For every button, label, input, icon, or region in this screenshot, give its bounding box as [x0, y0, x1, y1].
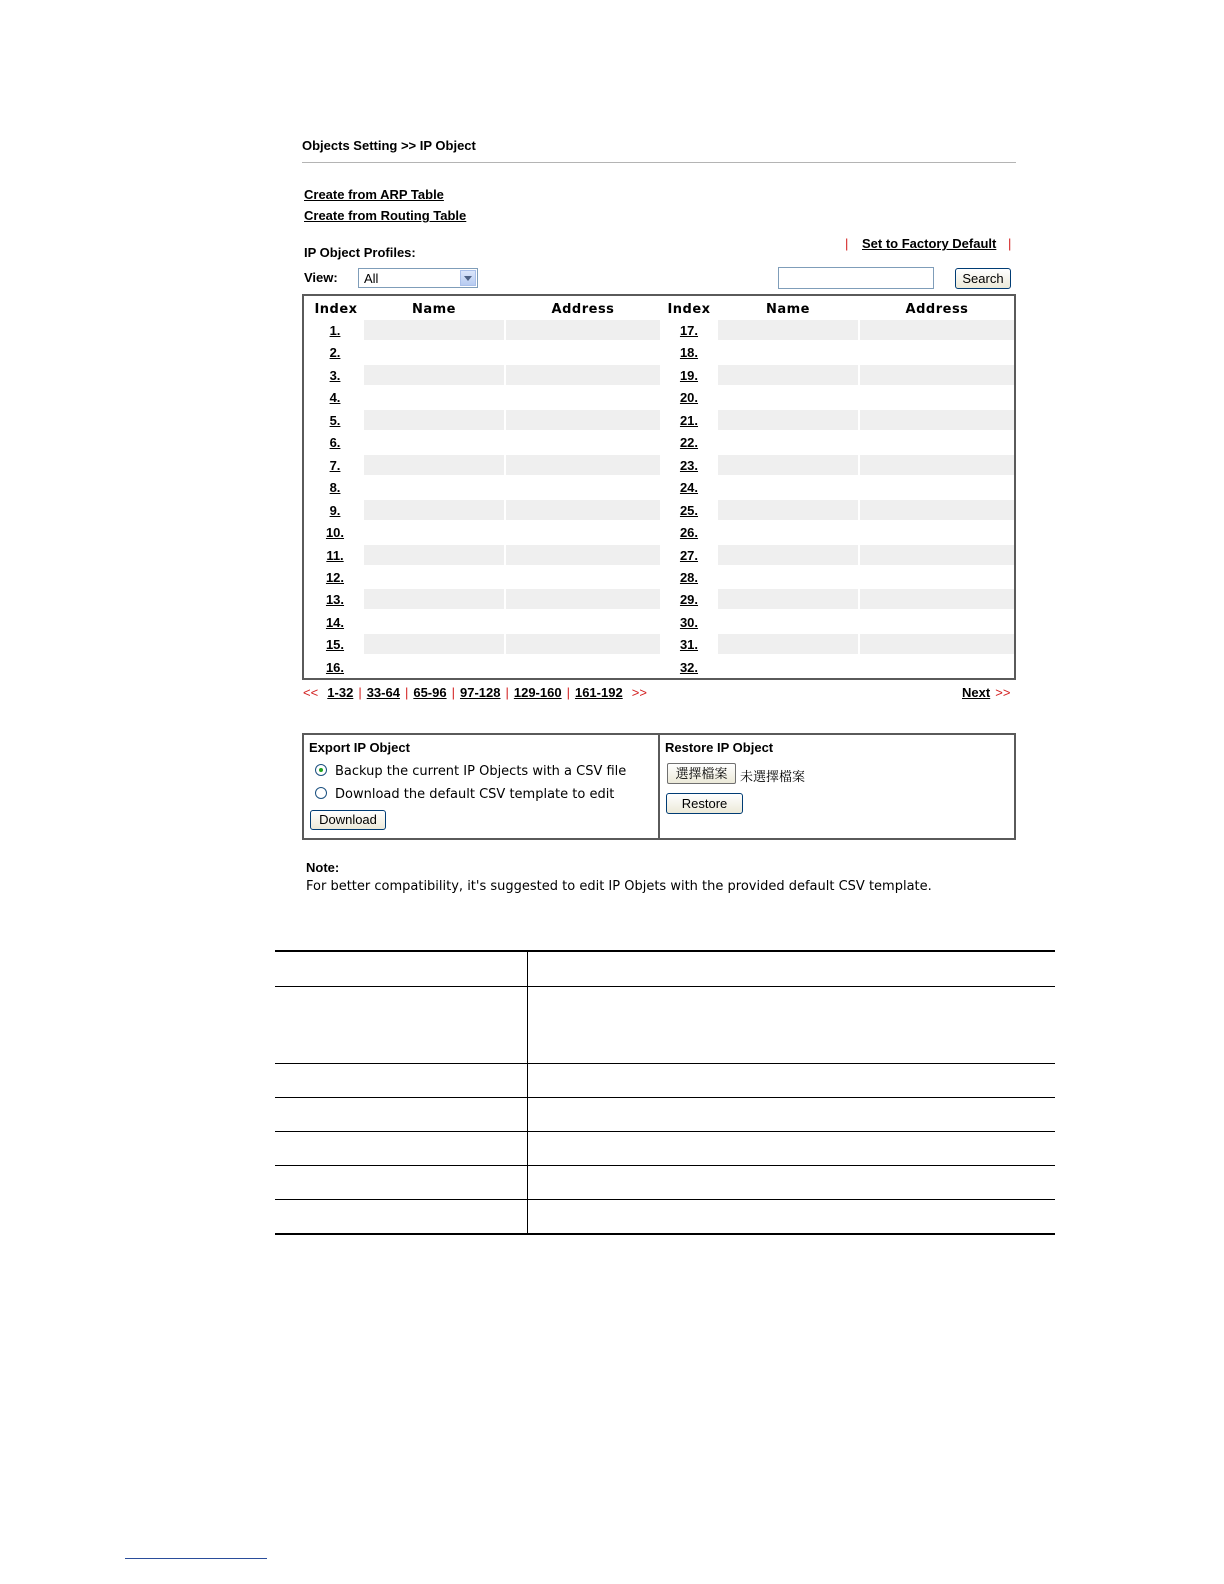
- name-cell: [364, 589, 504, 609]
- index-link[interactable]: 27.: [679, 548, 699, 563]
- column-header-name: Name: [411, 302, 456, 317]
- pager-next: [962, 682, 1010, 701]
- name-cell: [718, 320, 858, 340]
- index-link[interactable]: 20.: [679, 390, 699, 405]
- address-cell: [506, 634, 660, 654]
- search-button[interactable]: Search: [955, 268, 1011, 289]
- view-select-value: All: [364, 271, 379, 286]
- factory-bar-left: |: [845, 236, 849, 251]
- file-status: 未選擇檔案: [740, 770, 806, 785]
- name-cell: [718, 567, 858, 587]
- doc-table-column-divider: [527, 951, 528, 1235]
- address-cell: [860, 612, 1014, 632]
- doc-table-rule: [275, 1097, 1055, 1098]
- index-link[interactable]: 19.: [679, 368, 699, 383]
- address-cell: [860, 500, 1014, 520]
- address-cell: [860, 455, 1014, 475]
- template-radio[interactable]: [315, 787, 327, 799]
- address-cell: [506, 410, 660, 430]
- name-cell: [364, 432, 504, 452]
- name-cell: [718, 410, 858, 430]
- index-link[interactable]: 16.: [325, 660, 345, 675]
- download-button[interactable]: Download: [310, 810, 386, 830]
- address-cell: [860, 477, 1014, 497]
- restore-title: Restore IP Object: [665, 740, 774, 755]
- name-cell: [718, 455, 858, 475]
- name-cell: [364, 387, 504, 407]
- create-from-routing-link[interactable]: Create from Routing Table: [304, 208, 467, 223]
- index-link[interactable]: 31.: [679, 637, 699, 652]
- address-cell: [506, 567, 660, 587]
- column-header-index: Index: [314, 302, 358, 317]
- index-link[interactable]: 28.: [679, 570, 699, 585]
- index-link[interactable]: 23.: [679, 458, 699, 473]
- index-link[interactable]: 32.: [679, 660, 699, 675]
- address-cell: [860, 522, 1014, 542]
- index-link[interactable]: 29.: [679, 592, 699, 607]
- address-cell: [860, 657, 1014, 677]
- index-link[interactable]: 1.: [329, 323, 341, 338]
- address-cell: [860, 634, 1014, 654]
- name-cell: [718, 342, 858, 362]
- name-cell: [364, 365, 504, 385]
- name-cell: [364, 522, 504, 542]
- index-link[interactable]: 22.: [679, 435, 699, 450]
- page-link[interactable]: 65-96: [413, 685, 447, 700]
- address-cell: [506, 477, 660, 497]
- name-cell: [364, 567, 504, 587]
- pager-prev[interactable]: <<: [303, 685, 319, 700]
- name-cell: [718, 500, 858, 520]
- column-header-address: Address: [551, 302, 615, 317]
- index-link[interactable]: 5.: [329, 413, 341, 428]
- index-link[interactable]: 30.: [679, 615, 699, 630]
- name-cell: [364, 657, 504, 677]
- index-link[interactable]: 14.: [325, 615, 345, 630]
- restore-button[interactable]: Restore: [666, 793, 743, 814]
- backup-option-label: Backup the current IP Objects with a CSV file: [335, 764, 627, 779]
- index-link[interactable]: 9.: [329, 503, 341, 518]
- next-arrows[interactable]: >>: [995, 685, 1011, 700]
- name-cell: [718, 657, 858, 677]
- doc-table-bottom-rule: [275, 1233, 1055, 1235]
- index-link[interactable]: 10.: [325, 525, 345, 540]
- name-cell: [718, 545, 858, 565]
- address-cell: [506, 387, 660, 407]
- doc-table-rule: [275, 986, 1055, 987]
- page-link[interactable]: 129-160: [513, 685, 562, 700]
- name-cell: [364, 410, 504, 430]
- name-cell: [718, 432, 858, 452]
- index-link[interactable]: 6.: [329, 435, 341, 450]
- name-cell: [718, 365, 858, 385]
- name-cell: [718, 634, 858, 654]
- address-cell: [860, 545, 1014, 565]
- index-link[interactable]: 13.: [325, 592, 345, 607]
- name-cell: [364, 500, 504, 520]
- index-link[interactable]: 21.: [679, 413, 699, 428]
- export-panel: [302, 733, 660, 840]
- factory-default-link[interactable]: Set to Factory Default: [862, 236, 997, 251]
- index-link[interactable]: 7.: [329, 458, 341, 473]
- page-link[interactable]: 161-192: [574, 685, 623, 700]
- column-header-name: Name: [765, 302, 810, 317]
- note-text: For better compatibility, it's suggested to edit IP Objets with the provided default CSV template.: [306, 879, 932, 894]
- address-cell: [506, 365, 660, 385]
- page-title: Objects Setting >> IP Object: [302, 138, 476, 153]
- pager-after[interactable]: >>: [631, 685, 647, 700]
- address-cell: [860, 589, 1014, 609]
- name-cell: [364, 612, 504, 632]
- name-cell: [718, 522, 858, 542]
- footnote-rule: [125, 1558, 267, 1559]
- name-cell: [364, 320, 504, 340]
- index-link[interactable]: 11.: [326, 548, 344, 563]
- address-cell: [506, 545, 660, 565]
- column-header-index: Index: [667, 302, 711, 317]
- profiles-table: [302, 294, 1016, 680]
- pager: << 1-32 | 33-64 | 65-96 | 97-128 | 129-160 | 161-192 >>: [303, 685, 647, 700]
- template-option-label: Download the default CSV template to edit: [335, 787, 615, 802]
- index-link[interactable]: 24.: [679, 480, 699, 495]
- page-link[interactable]: 97-128: [459, 685, 501, 700]
- name-cell: [718, 477, 858, 497]
- factory-bar-right: |: [1008, 236, 1012, 251]
- doc-table-top-rule: [275, 950, 1055, 952]
- search-input[interactable]: [778, 267, 934, 289]
- name-cell: [718, 387, 858, 407]
- address-cell: [860, 410, 1014, 430]
- page-link[interactable]: 33-64: [366, 685, 400, 700]
- index-link[interactable]: 26.: [679, 525, 699, 540]
- index-link[interactable]: 25.: [679, 503, 699, 518]
- name-cell: [364, 634, 504, 654]
- index-link[interactable]: 12.: [325, 570, 345, 585]
- doc-table-rule: [275, 1165, 1055, 1166]
- export-title: Export IP Object: [309, 740, 410, 755]
- address-cell: [506, 432, 660, 452]
- title-divider: [302, 162, 1016, 163]
- create-from-arp-link[interactable]: Create from ARP Table: [304, 187, 444, 202]
- address-cell: [860, 342, 1014, 362]
- name-cell: [364, 477, 504, 497]
- view-label: View:: [304, 270, 338, 285]
- address-cell: [860, 567, 1014, 587]
- backup-radio[interactable]: [315, 764, 327, 776]
- address-cell: [506, 522, 660, 542]
- view-select[interactable]: [358, 268, 478, 288]
- index-link[interactable]: 17.: [679, 323, 699, 338]
- address-cell: [506, 342, 660, 362]
- name-cell: [364, 545, 504, 565]
- choose-file-button[interactable]: 選擇檔案: [667, 763, 736, 784]
- name-cell: [364, 342, 504, 362]
- index-link[interactable]: 2.: [329, 345, 341, 360]
- address-cell: [860, 320, 1014, 340]
- index-link[interactable]: 3.: [329, 368, 341, 383]
- column-header-address: Address: [905, 302, 969, 317]
- chevron-down-icon[interactable]: [460, 270, 476, 286]
- profiles-label: IP Object Profiles:: [304, 245, 416, 260]
- address-cell: [506, 455, 660, 475]
- name-cell: [718, 589, 858, 609]
- address-cell: [506, 589, 660, 609]
- next-link[interactable]: Next: [962, 685, 991, 700]
- address-cell: [860, 432, 1014, 452]
- address-cell: [506, 612, 660, 632]
- index-link[interactable]: 4.: [329, 390, 341, 405]
- address-cell: [860, 365, 1014, 385]
- doc-table-rule: [275, 1063, 1055, 1064]
- address-cell: [860, 387, 1014, 407]
- name-cell: [718, 612, 858, 632]
- address-cell: [506, 320, 660, 340]
- doc-table-rule: [275, 1131, 1055, 1132]
- address-cell: [506, 657, 660, 677]
- name-cell: [364, 455, 504, 475]
- doc-table-rule: [275, 1199, 1055, 1200]
- address-cell: [506, 500, 660, 520]
- index-link[interactable]: 15.: [325, 637, 345, 652]
- note-title: Note:: [306, 860, 340, 875]
- restore-panel: [658, 733, 1016, 840]
- index-link[interactable]: 8.: [329, 480, 341, 495]
- index-link[interactable]: 18.: [679, 345, 699, 360]
- page-link[interactable]: 1-32: [327, 685, 354, 700]
